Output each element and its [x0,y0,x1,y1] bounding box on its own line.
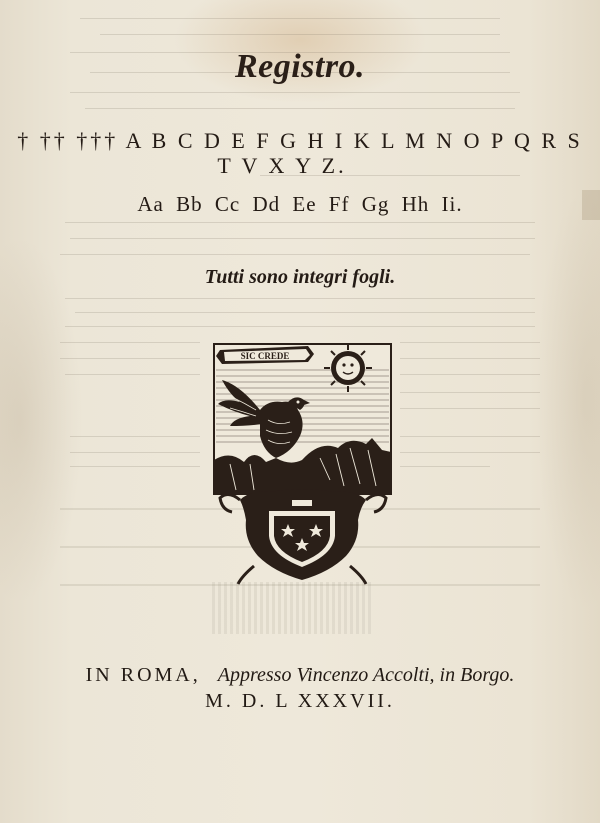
eagle-device-icon [210,340,395,585]
register-signatures-line-3: Aa Bb Cc Dd Ee Ff Gg Hh Ii. [137,192,463,216]
collation-note: Tutti sono integri fogli. [204,266,396,288]
imprint-date: M. D. L XXXVII. [205,690,395,712]
svg-text:SIC CREDE: SIC CREDE [240,351,290,361]
imprint-publisher: Appresso Vincenzo Accolti, in Borgo. [217,664,515,686]
imprint-city: IN ROMA, [85,664,201,686]
register-signatures-line-1: † †† ††† A B C D E F G H I K L M N O P Q R S [17,128,583,153]
printers-device-woodcut [210,340,395,585]
sun-icon [324,344,372,392]
register-heading: Registro. [234,48,366,85]
imprint-line [0,664,600,687]
register-signatures-line-2: T V X Y Z. [217,153,347,178]
library-stamp-ghost [212,582,372,634]
